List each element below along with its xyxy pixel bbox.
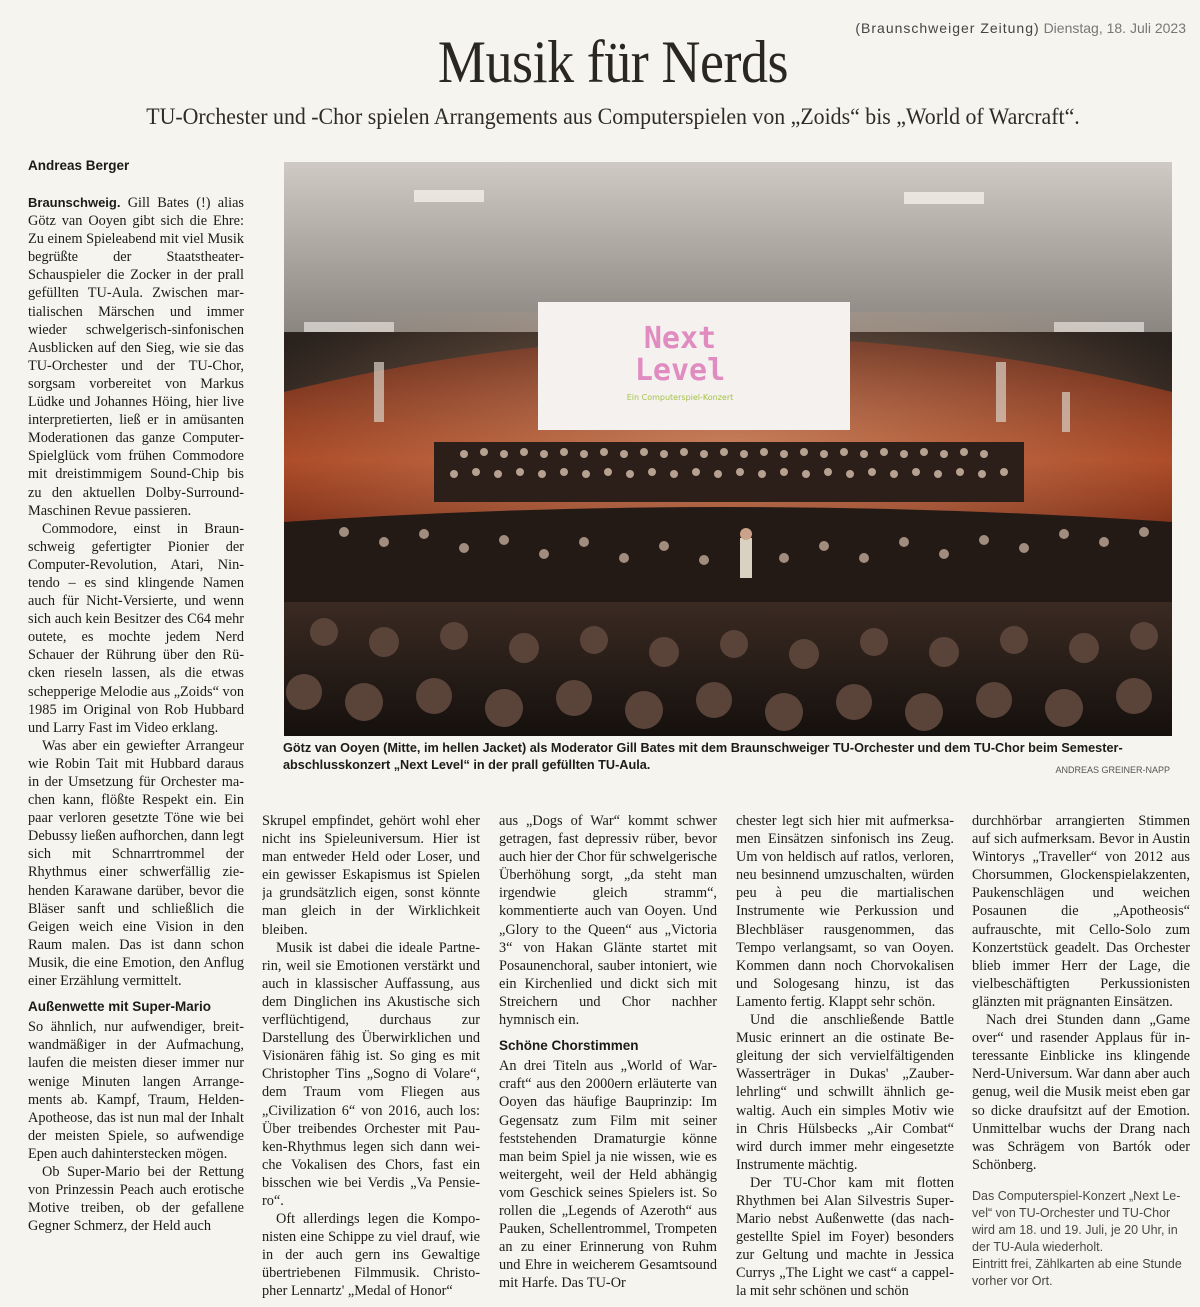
concert-photo-image <box>284 162 1172 736</box>
subheadline: TU-Orchester und -Chor spielen Arrangements aus Computerspielen von „Zoids“ bis „World of Warcraft“. <box>146 104 1080 129</box>
paragraph: Was aber ein gewiefter Arrangeur wie Robin Tait mit Hubbard daraus in der Umsetzung für Orchester machen kann, flößte Respekt ein. Ein paar verloren gesetzte Töne wie bei Debussy ließen aufhorchen, dann legt sich mit Schnarrtrommel der Rhythmus einer schwerfällig ziehenden Karawane darüber, bevor die Bläser sanft und schließlich die Geigen weich eine Vision in den Raum malen. Das ist dann schon Musik, die eine Emotion, den Anflug einer Erzählung vermittelt. <box>28 737 244 990</box>
section-heading: Außenwette mit Super-Mario <box>28 999 212 1015</box>
article-column-3 <box>499 812 717 1300</box>
event-info-box <box>972 1188 1190 1290</box>
headline: Musik für Nerds <box>437 29 789 95</box>
screen-subtitle: Ein Computerspiel-Konzert <box>626 393 734 402</box>
paragraph: chester legt sich hier mit aufmerksamen Einsätzen sinfonisch ins Zeug. Um von heldisch auf ratlos, verloren, neu besinnend umzuschalten, würden peu à peu die martialischen Instrumente wie Perkussion und Blechbläser rausgenommen, das Tempo verlangsamt, so van Ooyen. Kommen dann noch Chorvokalisen und Sologesang hinzu, ist das Lamento fertig. Klappt sehr schön. <box>736 813 954 1010</box>
paragraph: durchhörbar arrangierten Stimmen auf sich aufmerksam. Bevor in Austin Wintorys „Traveller“ von 2012 aus Chorsummen, Glockenspielakzenten, Paukenschlägen und weichen Posaunen die „Apotheosis“ aufrauschte, mit Cello-Solo zum Konzertstück geadelt. Das Orchester blieb immer Herr der Lage, die vielbeschäftigten Perkussionisten glänzten mit prägnanten Einsätzen. <box>972 813 1190 1010</box>
paragraph: So ähnlich, nur aufwendiger, breitwandmäßiger in der Aufmachung, laufen die meisten dieser immer nur wenige Minuten langen Arrangements ab. Kampf, Traum, Helden-Apotheose, das ist nun mal der Inhalt der meisten Spiele, so aufwendige Epen auch dahinterstecken mögen. <box>28 1019 244 1162</box>
section-heading: Schöne Chorstimmen <box>499 1038 639 1054</box>
article-column-5 <box>972 812 1190 1300</box>
article-column-2 <box>262 812 480 1300</box>
author-byline: Andreas Berger <box>28 158 130 173</box>
paragraph: Und die anschließende Battle Music erinnert an die ostinate Begleitung der sich vervielfältigenden Wasserträger in Dukas' „Zauberlehrling“ und schwillt ähnlich gewaltig. Auch ein simples Motiv wie in Chris Hülsbecks „Air Combat“ wird durch immer mehr eingesetzte Instrumente mächtig. <box>736 1012 954 1173</box>
paragraph: Skrupel empfindet, gehört wohl eher nicht ins Spieleuniversum. Hier ist man entweder Held oder Loser, und ein gewisser Eskapismus ist Spielen ja grundsätzlich eigen, sonst könnte man gleich in der Wirklichkeit bleiben. <box>262 813 480 938</box>
article-column-1 <box>28 194 244 1300</box>
event-info-text: Das Computerspiel-Konzert „Next Level“ von TU-Orchester und TU-Chor wird am 18. und 19. Juli, je 20 Uhr, in der TU-Aula wiederholt. <box>972 1188 1181 1254</box>
paragraph <box>28 194 244 520</box>
photo-caption: Götz van Ooyen (Mitte, im hellen Jacket) als Moderator Gill Bates mit dem Braunschweiger TU-Orchester und dem TU-Chor beim Semesterabschlusskonzert „Next Level“ in der prall gefüllten TU-Aula. <box>283 741 1123 772</box>
paragraph-text: Gill Bates (!) alias Götz van Ooyen gibt sich die Ehre: Zu einem Spieleabend mit viel Musik begrüßte der Staatstheater-Schauspieler die Zocker in der prall gefüllten TU-Aula. Zwischen martialischen Märschen und immer wieder schwelgerisch-sinfonischen Ausblicken auf den Sieg, wie sie das TU-Orchester und der TU-Chor, sorgsam vorbereitet von Markus Lüdke und Johannes Höing, hier live interpretierten, ließ er in amüsanten Moderationen das ganze Computer-Spielglück vom frühen Commodore mit dreistimmigem Sound-Chip bis zu den aktuellen Dolby-Surround-Maschinen Revue passieren. <box>28 195 244 519</box>
paragraph: Der TU-Chor kam mit flotten Rhythmen bei Alan Silvestris Super-Mario nebst Außenwette (das nachgestellte Spiel im Foyer) besonders zur Geltung und machte in Jessica Currys „The Light we cast“ a cappella mit sehr schönen und schön <box>736 1174 954 1300</box>
paragraph: Ob Super-Mario bei der Rettung von Prinzessin Peach auch erotische Motive treiben, ob der gefallene Gegner Schmerz, der Held auch <box>28 1163 244 1235</box>
publication-date: Dienstag, 18. Juli 2023 <box>1043 20 1186 36</box>
newspaper-source: (Braunschweiger Zeitung) <box>855 20 1040 36</box>
ticket-info-text: Eintritt frei, Zählkarten ab eine Stunde vorher vor Ort. <box>972 1256 1182 1288</box>
paragraph: Oft allerdings legen die Komponisten eine Schippe zu viel drauf, wie in der auch gern ins Gewaltige übertriebenen Filmmusik. Christopher Lennartz' „Medal of Honor“ <box>262 1211 480 1300</box>
screen-title-line2: Level <box>634 353 726 388</box>
paragraph: Commodore, einst in Braunschweig gefertigter Pionier der Computer-Revolution, Atari, Nintendo – es sind klingende Namen auch für Nicht-Versierte, und wenn sich auch kein Besitzer des C64 mehr outete, es mochte jedem Nerd Schauer der Rührung über den Rücken rieseln lassen, als die etwas schepperige Melodie aus „Zoids“ von 1985 im Original von Rob Hubbard und Larry Fast im Video erklang. <box>28 520 244 736</box>
paragraph: An drei Titeln aus „World of Warcraft“ aus den 2000ern erläuterte van Ooyen das häufige Bauprinzip: Im Gegensatz zum Film mit seiner feststehenden Dramaturgie könne man beim Spiel ja nie wissen, wie es weitergeht, weil der Held abhängig vom Geschick seines Spielers ist. So rollen die „Legends of Azeroth“ aus Pauken, Schellentrommel, Trompeten an zu einer Erinnerung von Ruhm und Ehre in weicherem Gesamtsound mit Harfe. Das TU-Or <box>499 1058 717 1292</box>
paragraph: aus „Dogs of War“ kommt schwer getragen, fast depressiv rüber, bevor auch hier der Chor für schwelgerische Überhöhung sorgt, „da steht man irgendwie gleich stramm“, kommentierte auch van Ooyen. Und „Glory to the Queen“ aus „Victoria 3“ von Hakan Glänte startet mit Posaunenchoral, sauber intoniert, wie ein Kirchenlied und dickt sich mit Streichern und Chor nachher hymnisch ein. <box>499 813 717 1029</box>
moderator-figure <box>740 538 752 578</box>
photo-credit: ANDREAS GREINER-NAPP <box>1055 765 1170 775</box>
screen-title-line1: Next <box>643 321 717 356</box>
paragraph: Nach drei Stunden dann „Game over“ und rasender Applaus für interessante Einblicke ins klingende Nerd-Universum. War dann aber auch genug, weil die Musik meist eben gar so dicke draufsitzt auf der Emotion. Unmittelbar wuchs der Drang nach was Schrägem von Bartók oder Schönberg. <box>972 1012 1190 1173</box>
dateline: Braunschweig. <box>28 195 121 210</box>
concert-photo <box>284 162 1172 736</box>
paragraph: Musik ist dabei die ideale Partnerin, weil sie Emotionen verstärkt und auch in klassischer Auffassung, aus dem Dinglichen ins Akustische sich verflüchtigend, durchaus zur Darstellung des Überwirklichen und Visionären fähig ist. So ging es mit Christopher Tins „Sogno di Volare“, dem Traum vom Fliegen aus „Civilization 6“ von 2016, auch los: Über treibendes Orchester mit Pauken-Rhythmus legen sich dann weiche Vokalisen des Chors, fast ein bisschen wie bei Verdis „Va Pensiero“. <box>262 939 480 1209</box>
article-column-4 <box>736 812 954 1300</box>
